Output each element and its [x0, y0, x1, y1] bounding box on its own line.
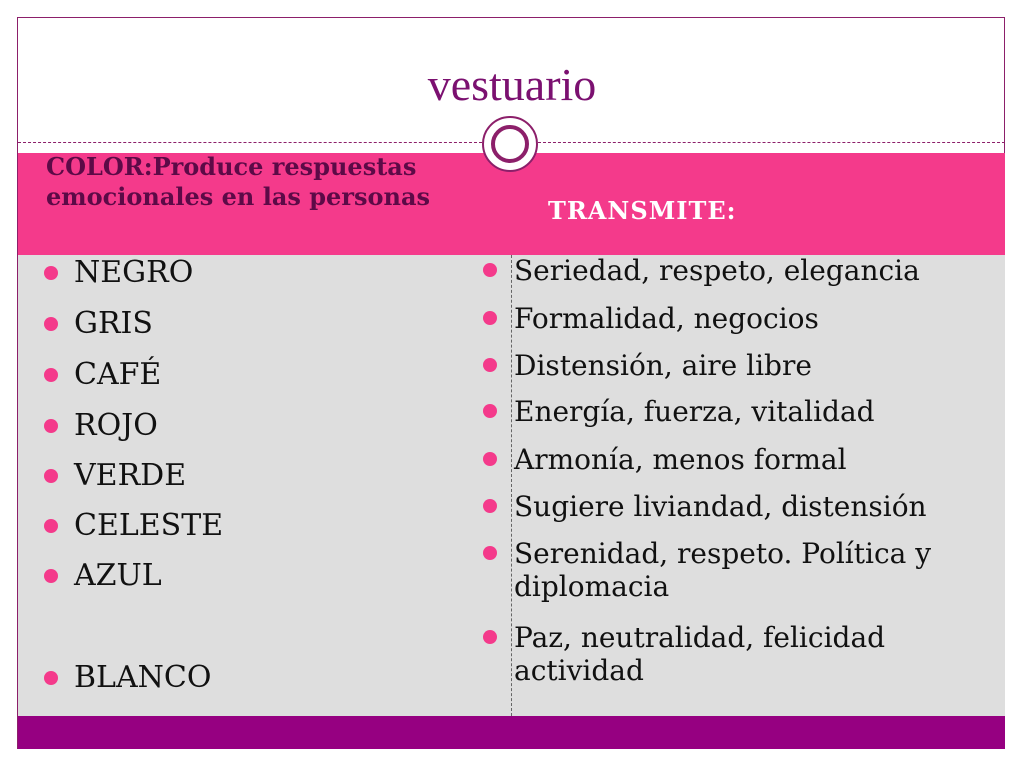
bullet-icon [483, 630, 497, 644]
bullet-icon [483, 263, 497, 277]
bullet-icon [44, 569, 58, 583]
slide-title: vestuario [427, 59, 597, 110]
ring-ornament-inner [491, 125, 529, 163]
bullet-icon [44, 519, 58, 533]
footer-band [18, 716, 1005, 749]
list-item: Formalidad, negocios [483, 302, 983, 335]
list-item: CAFÉ [44, 357, 161, 393]
list-item: BLANCO [44, 660, 211, 696]
bullet-icon [44, 469, 58, 483]
bullet-icon [44, 368, 58, 382]
column-header-color: COLOR:Produce respuestas emocionales en las personas [46, 152, 430, 211]
list-item: Sugiere liviandad, distensión [483, 490, 983, 523]
bullet-icon [483, 404, 497, 418]
title-divider-right [538, 142, 1005, 143]
list-item: Serenidad, respeto. Política y diplomacia [483, 537, 983, 603]
bullet-icon [483, 358, 497, 372]
column-header-transmite: TRANSMITE: [548, 196, 737, 225]
list-item: AZUL [44, 558, 162, 594]
bullet-icon [44, 266, 58, 280]
bullet-icon [483, 311, 497, 325]
bullet-icon [483, 452, 497, 466]
bullet-icon [44, 419, 58, 433]
list-item: VERDE [44, 458, 186, 494]
list-item: Energía, fuerza, vitalidad [483, 395, 983, 428]
list-item: Distensión, aire libre [483, 349, 983, 382]
bullet-icon [44, 671, 58, 685]
title-divider-left [18, 142, 482, 143]
list-item: Armonía, menos formal [483, 443, 983, 476]
bullet-icon [483, 499, 497, 513]
list-item: GRIS [44, 306, 153, 342]
bullet-icon [44, 317, 58, 331]
list-item: NEGRO [44, 255, 193, 291]
list-item: CELESTE [44, 508, 223, 544]
list-item: Seriedad, respeto, elegancia [483, 254, 983, 287]
list-item: ROJO [44, 408, 158, 444]
list-item: Paz, neutralidad, felicidad actividad [483, 621, 983, 687]
bullet-icon [483, 546, 497, 560]
